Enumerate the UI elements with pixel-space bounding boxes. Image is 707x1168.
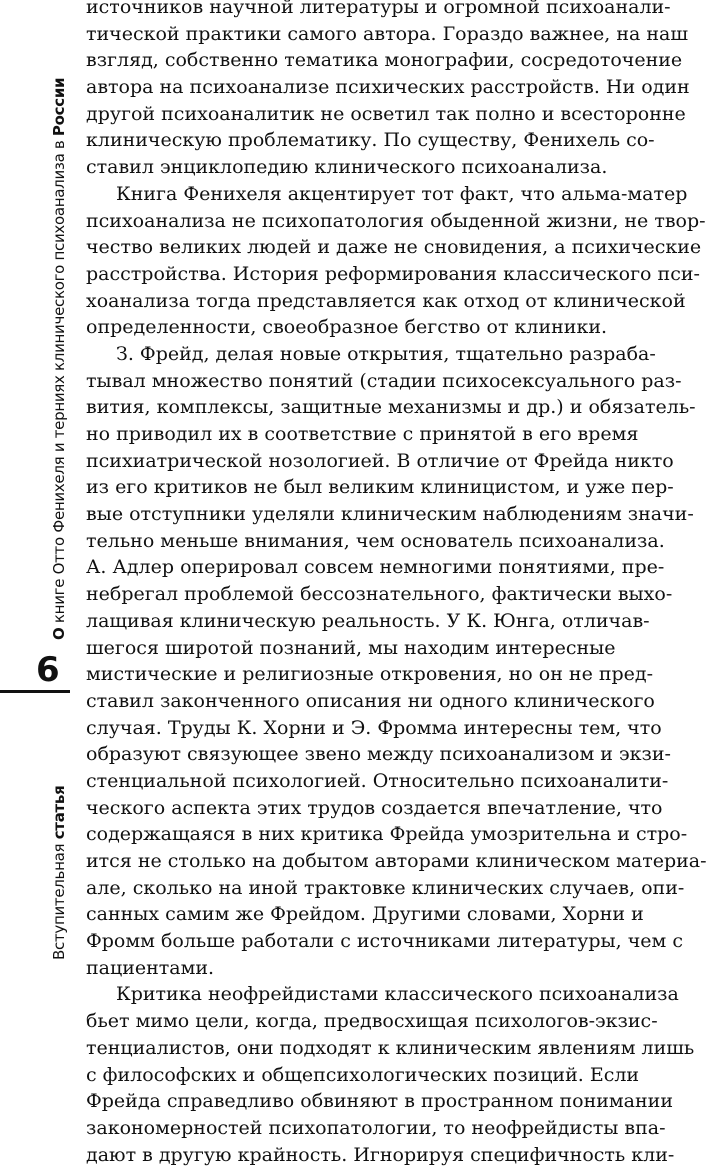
running-title (50, 78, 68, 640)
text-line: взгляд, собственно тематика монографии, сосредоточение (86, 49, 683, 72)
text-line: ставил энциклопедию клинического психоанализа. (86, 156, 608, 179)
text-line: чество великих людей и даже не сновидения, а психические (86, 236, 702, 259)
text-line: образуют связующее звено между психоанализом и экзи- (86, 743, 671, 766)
section-label-regular: Вступительная (50, 839, 68, 960)
text-line: содержащаяся в них критика Фрейда умозрительна и стро- (86, 823, 688, 846)
text-line: небрегал проблемой бессознательного, фактически выхо- (86, 583, 673, 606)
text-line: тывал множество понятий (стадии психосексуального раз- (86, 369, 682, 392)
text-line: але, сколько на иной трактовке клинических случаев, опи- (86, 876, 685, 899)
text-line: тенциалистов, они подходят к клиническим явлениям лишь (86, 1036, 695, 1059)
text-line: Критика неофрейдистами классического психоанализа (116, 983, 679, 1006)
page-number: 6 (36, 650, 60, 690)
text-line: автора на психоанализе психических расстройств. Ни один (86, 76, 690, 99)
text-line: мистические и религиозные откровения, но он не пред- (86, 663, 654, 686)
text-line: психоанализа не психопатология обыденной жизни, не твор- (86, 209, 706, 232)
text-line: З. Фрейд, делая новые открытия, тщательно разраба- (116, 342, 656, 365)
running-title-bold-start: О (50, 627, 68, 640)
text-line: закономерностей психопатологии, то неофрейдисты впа- (86, 1116, 666, 1139)
text-line: источников научной литературы и огромной психоанали- (86, 0, 671, 18)
text-line: стенциальной психологией. Относительно психоаналити- (86, 769, 669, 792)
text-line: тической практики самого автора. Гораздо важнее, на наш (86, 22, 689, 45)
text-line: тельно меньше внимания, чем основатель психоанализа. (86, 529, 665, 552)
text-line: психиатрической нозологией. В отличие от Фрейда никто (86, 449, 674, 472)
text-line: ческого аспекта этих трудов создается впечатление, что (86, 796, 663, 819)
text-line: Книга Фенихеля акцентирует тот факт, что альма-матер (116, 182, 688, 205)
text-line: пациентами. (86, 956, 215, 979)
text-line: клиническую проблематику. По существу, Фенихель со- (86, 129, 655, 152)
body-text (86, 0, 707, 1168)
text-line: ставил законченного описания ни одного клинического (86, 689, 655, 712)
running-title-bold-end: России (50, 77, 68, 137)
section-label (50, 786, 68, 960)
text-line: лащивая клиническую реальность. У К. Юнга, отличав- (86, 609, 650, 632)
text-line: но приводил их в соответствие с принятой в его время (86, 423, 639, 445)
text-line: случая. Труды К. Хорни и Э. Фромма интересны тем, что (86, 716, 662, 739)
text-line: Фромм больше работали с источниками литературы, чем с (86, 930, 683, 953)
text-line: дают в другую крайность. Игнорируя специфичность кли- (86, 1143, 675, 1166)
running-title-middle: книге Отто Фенихеля и терниях клинического психоанализа в (50, 136, 68, 628)
text-line: бьет мимо цели, когда, предвосхищая психологов-экзис- (86, 1010, 658, 1033)
text-line: шегося широтой познаний, мы находим интересные (86, 636, 616, 659)
text-line: с философских и общепсихологических позиций. Если (86, 1063, 640, 1086)
text-line: хоанализа тогда представляется как отход от клинической (86, 289, 686, 312)
text-line: ится не столько на добытом авторами клиническом материа- (86, 850, 707, 872)
text-line: определенности, своеобразное бегство от клиники. (86, 316, 608, 339)
page-number-rule (0, 690, 70, 693)
text-line: А. Адлер оперировал совсем немногими понятиями, пре- (86, 556, 665, 579)
text-line: расстройства. История реформирования классического пси- (86, 262, 700, 285)
text-line: из его критиков не был великим клиницистом, и уже пер- (86, 476, 674, 499)
sidebar (0, 0, 72, 1036)
section-label-bold: статья (50, 785, 68, 840)
text-line: санных самим же Фрейдом. Другими словами, Хорни и (86, 903, 644, 926)
text-line: другой психоаналитик не осветил так полно и всесторонне (86, 102, 686, 125)
text-line: вития, комплексы, защитные механизмы и др.) и обязатель- (86, 396, 696, 419)
text-line: вые отступники уделяли клиническим наблюдениям значи- (86, 503, 694, 526)
text-line: Фрейда справедливо обвиняют в пространном понимании (86, 1090, 673, 1113)
